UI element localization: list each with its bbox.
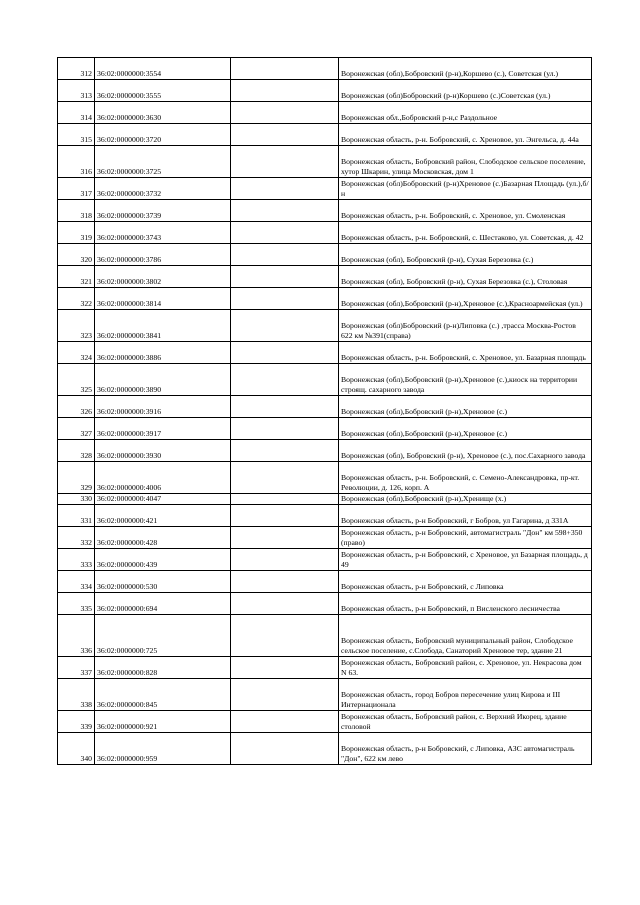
table-row <box>58 418 592 440</box>
cadastral-number-cell: 36:02:0000000:3886 <box>95 342 231 364</box>
table-row <box>58 364 592 396</box>
table-row <box>58 733 592 765</box>
empty-cell <box>231 342 339 364</box>
cadastral-number-cell: 36:02:0000000:439 <box>95 549 231 571</box>
address-cell: Воронежская область, город Бобров пересечение улиц Кирова и III Интернационала <box>339 679 592 711</box>
address-cell: Воронежская область, Бобровский муниципальный район, Слободское сельское поселение, с.Слобода, Санаторий Хреновое тер, здание 21 <box>339 615 592 657</box>
table-row <box>58 80 592 102</box>
registry-table <box>57 57 592 765</box>
row-number-cell: 326 <box>58 396 95 418</box>
empty-cell <box>231 418 339 440</box>
table-row <box>58 571 592 593</box>
empty-cell <box>231 494 339 505</box>
row-number-cell: 337 <box>58 657 95 679</box>
table-row <box>58 200 592 222</box>
address-cell: Воронежская область, р-н. Бобровский, с. Шестаково, ул. Советская, д. 42 <box>339 222 592 244</box>
table-row <box>58 679 592 711</box>
empty-cell <box>231 102 339 124</box>
table-row <box>58 58 592 80</box>
empty-cell <box>231 527 339 549</box>
table-row <box>58 396 592 418</box>
empty-cell <box>231 310 339 342</box>
address-cell: Воронежская область, р-н Бобровский, автомагистраль "Дон" км 598+350 (право) <box>339 527 592 549</box>
empty-cell <box>231 146 339 178</box>
table-row <box>58 711 592 733</box>
address-cell: Воронежская (обл),Бобровский (р-н),Хреновое (с.) <box>339 418 592 440</box>
table-row <box>58 342 592 364</box>
row-number-cell: 315 <box>58 124 95 146</box>
address-cell: Воронежская (обл)Бобровский (р-н)Липовка (с.) ,трасса Москва-Ростов 622 км №391(справа) <box>339 310 592 342</box>
registry-table-body <box>58 58 592 765</box>
row-number-cell: 334 <box>58 571 95 593</box>
table-row <box>58 505 592 527</box>
row-number-cell: 340 <box>58 733 95 765</box>
cadastral-number-cell: 36:02:0000000:530 <box>95 571 231 593</box>
cadastral-number-cell: 36:02:0000000:3841 <box>95 310 231 342</box>
table-row <box>58 615 592 657</box>
address-cell: Воронежская область, Бобровский район, Слободское сельское поселение, хутор Шкарин, улица Московская, дом 1 <box>339 146 592 178</box>
address-cell: Воронежская область, р-н Бобровский, с Липовка <box>339 571 592 593</box>
row-number-cell: 321 <box>58 266 95 288</box>
cadastral-number-cell: 36:02:0000000:3890 <box>95 364 231 396</box>
row-number-cell: 329 <box>58 462 95 494</box>
cadastral-number-cell: 36:02:0000000:3917 <box>95 418 231 440</box>
cadastral-number-cell: 36:02:0000000:828 <box>95 657 231 679</box>
address-cell: Воронежская (обл),Бобровский (р-н),Коршево (с.), Советская (ул.) <box>339 58 592 80</box>
cadastral-number-cell: 36:02:0000000:3930 <box>95 440 231 462</box>
cadastral-number-cell: 36:02:0000000:3802 <box>95 266 231 288</box>
empty-cell <box>231 80 339 102</box>
empty-cell <box>231 615 339 657</box>
empty-cell <box>231 364 339 396</box>
empty-cell <box>231 266 339 288</box>
address-cell: Воронежская (обл), Бобровский (р-н), Сухая Березовка (с.), Столовая <box>339 266 592 288</box>
cadastral-number-cell: 36:02:0000000:3732 <box>95 178 231 200</box>
cadastral-number-cell: 36:02:0000000:845 <box>95 679 231 711</box>
row-number-cell: 316 <box>58 146 95 178</box>
cadastral-number-cell: 36:02:0000000:3739 <box>95 200 231 222</box>
row-number-cell: 323 <box>58 310 95 342</box>
empty-cell <box>231 462 339 494</box>
table-row <box>58 124 592 146</box>
address-cell: Воронежская (обл), Бобровский (р-н), Сухая Березовка (с.) <box>339 244 592 266</box>
address-cell: Воронежская область, Бобровский район, с. Хреновое, ул. Некрасова дом N 63. <box>339 657 592 679</box>
table-row <box>58 222 592 244</box>
address-cell: Воронежская (обл),Бобровский (р-н),Хреновое (с.) <box>339 396 592 418</box>
table-row <box>58 527 592 549</box>
cadastral-number-cell: 36:02:0000000:921 <box>95 711 231 733</box>
row-number-cell: 322 <box>58 288 95 310</box>
cadastral-number-cell: 36:02:0000000:3554 <box>95 58 231 80</box>
address-cell: Воронежская область, р-н Бобровский, п Висленского лесничества <box>339 593 592 615</box>
row-number-cell: 313 <box>58 80 95 102</box>
table-row <box>58 102 592 124</box>
empty-cell <box>231 124 339 146</box>
row-number-cell: 318 <box>58 200 95 222</box>
row-number-cell: 332 <box>58 527 95 549</box>
address-cell: Воронежская (обл)Бобровский (р-н)Коршево (с.)Советская (ул.) <box>339 80 592 102</box>
table-row <box>58 494 592 505</box>
empty-cell <box>231 571 339 593</box>
table-row <box>58 593 592 615</box>
row-number-cell: 317 <box>58 178 95 200</box>
empty-cell <box>231 58 339 80</box>
row-number-cell: 325 <box>58 364 95 396</box>
empty-cell <box>231 549 339 571</box>
row-number-cell: 339 <box>58 711 95 733</box>
table-row <box>58 146 592 178</box>
cadastral-number-cell: 36:02:0000000:4047 <box>95 494 231 505</box>
cadastral-number-cell: 36:02:0000000:3916 <box>95 396 231 418</box>
address-cell: Воронежская обл.,Бобровский р-н,с Раздольное <box>339 102 592 124</box>
address-cell: Воронежская область, р-н. Бобровский, с. Семено-Александровка, пр-кт. Революции, д. 126, корп. А <box>339 462 592 494</box>
cadastral-number-cell: 36:02:0000000:3725 <box>95 146 231 178</box>
row-number-cell: 336 <box>58 615 95 657</box>
cadastral-number-cell: 36:02:0000000:4006 <box>95 462 231 494</box>
empty-cell <box>231 679 339 711</box>
empty-cell <box>231 396 339 418</box>
row-number-cell: 324 <box>58 342 95 364</box>
table-row <box>58 440 592 462</box>
table-row <box>58 266 592 288</box>
cadastral-number-cell: 36:02:0000000:3814 <box>95 288 231 310</box>
cadastral-number-cell: 36:02:0000000:3786 <box>95 244 231 266</box>
row-number-cell: 320 <box>58 244 95 266</box>
cadastral-number-cell: 36:02:0000000:3555 <box>95 80 231 102</box>
row-number-cell: 338 <box>58 679 95 711</box>
table-row <box>58 462 592 494</box>
address-cell: Воронежская (обл),Бобровский (р-н),Хреновое (с.),Красноармейская (ул.) <box>339 288 592 310</box>
cadastral-number-cell: 36:02:0000000:428 <box>95 527 231 549</box>
table-row <box>58 288 592 310</box>
table-row <box>58 178 592 200</box>
empty-cell <box>231 178 339 200</box>
cadastral-number-cell: 36:02:0000000:3630 <box>95 102 231 124</box>
row-number-cell: 319 <box>58 222 95 244</box>
row-number-cell: 333 <box>58 549 95 571</box>
table-row <box>58 549 592 571</box>
cadastral-number-cell: 36:02:0000000:3743 <box>95 222 231 244</box>
empty-cell <box>231 593 339 615</box>
row-number-cell: 314 <box>58 102 95 124</box>
address-cell: Воронежская область, р-н Бобровский, г Бобров, ул Гагарина, д 331А <box>339 505 592 527</box>
address-cell: Воронежская (обл),Бобровский (р-н),Хренище (х.) <box>339 494 592 505</box>
empty-cell <box>231 244 339 266</box>
empty-cell <box>231 505 339 527</box>
empty-cell <box>231 711 339 733</box>
cadastral-number-cell: 36:02:0000000:694 <box>95 593 231 615</box>
empty-cell <box>231 440 339 462</box>
empty-cell <box>231 200 339 222</box>
table-row <box>58 244 592 266</box>
address-cell: Воронежская область, Бобровский район, с. Верхний Икорец, здание столовой <box>339 711 592 733</box>
row-number-cell: 331 <box>58 505 95 527</box>
cadastral-number-cell: 36:02:0000000:3720 <box>95 124 231 146</box>
row-number-cell: 328 <box>58 440 95 462</box>
address-cell: Воронежская (обл), Бобровский (р-н), Хреновое (с.), пос.Сахарного завода <box>339 440 592 462</box>
address-cell: Воронежская (обл)Бобровский (р-н)Хреновое (с.)Базарная Площадь (ул.),б/н <box>339 178 592 200</box>
table-row <box>58 657 592 679</box>
empty-cell <box>231 657 339 679</box>
address-cell: Воронежская область, р-н. Бобровский, с. Хреновое, ул. Смоленская <box>339 200 592 222</box>
row-number-cell: 330 <box>58 494 95 505</box>
row-number-cell: 335 <box>58 593 95 615</box>
cadastral-number-cell: 36:02:0000000:725 <box>95 615 231 657</box>
address-cell: Воронежская область, р-н. Бобровский, с. Хреновое, ул. Энгельса, д. 44а <box>339 124 592 146</box>
empty-cell <box>231 288 339 310</box>
row-number-cell: 312 <box>58 58 95 80</box>
address-cell: Воронежская область, р-н Бобровский, с Липовка, АЗС автомагистраль "Дон", 622 км лево <box>339 733 592 765</box>
address-cell: Воронежская область, р-н. Бобровский, с. Хреновое, ул. Базарная площадь <box>339 342 592 364</box>
empty-cell <box>231 733 339 765</box>
cadastral-number-cell: 36:02:0000000:421 <box>95 505 231 527</box>
table-row <box>58 310 592 342</box>
row-number-cell: 327 <box>58 418 95 440</box>
address-cell: Воронежская (обл),Бобровский (р-н),Хреновое (с.),киоск на территории строящ. сахарного завода <box>339 364 592 396</box>
address-cell: Воронежская область, р-н Бобровский, с Хреновое, ул Базарная площадь, д 49 <box>339 549 592 571</box>
empty-cell <box>231 222 339 244</box>
cadastral-number-cell: 36:02:0000000:959 <box>95 733 231 765</box>
